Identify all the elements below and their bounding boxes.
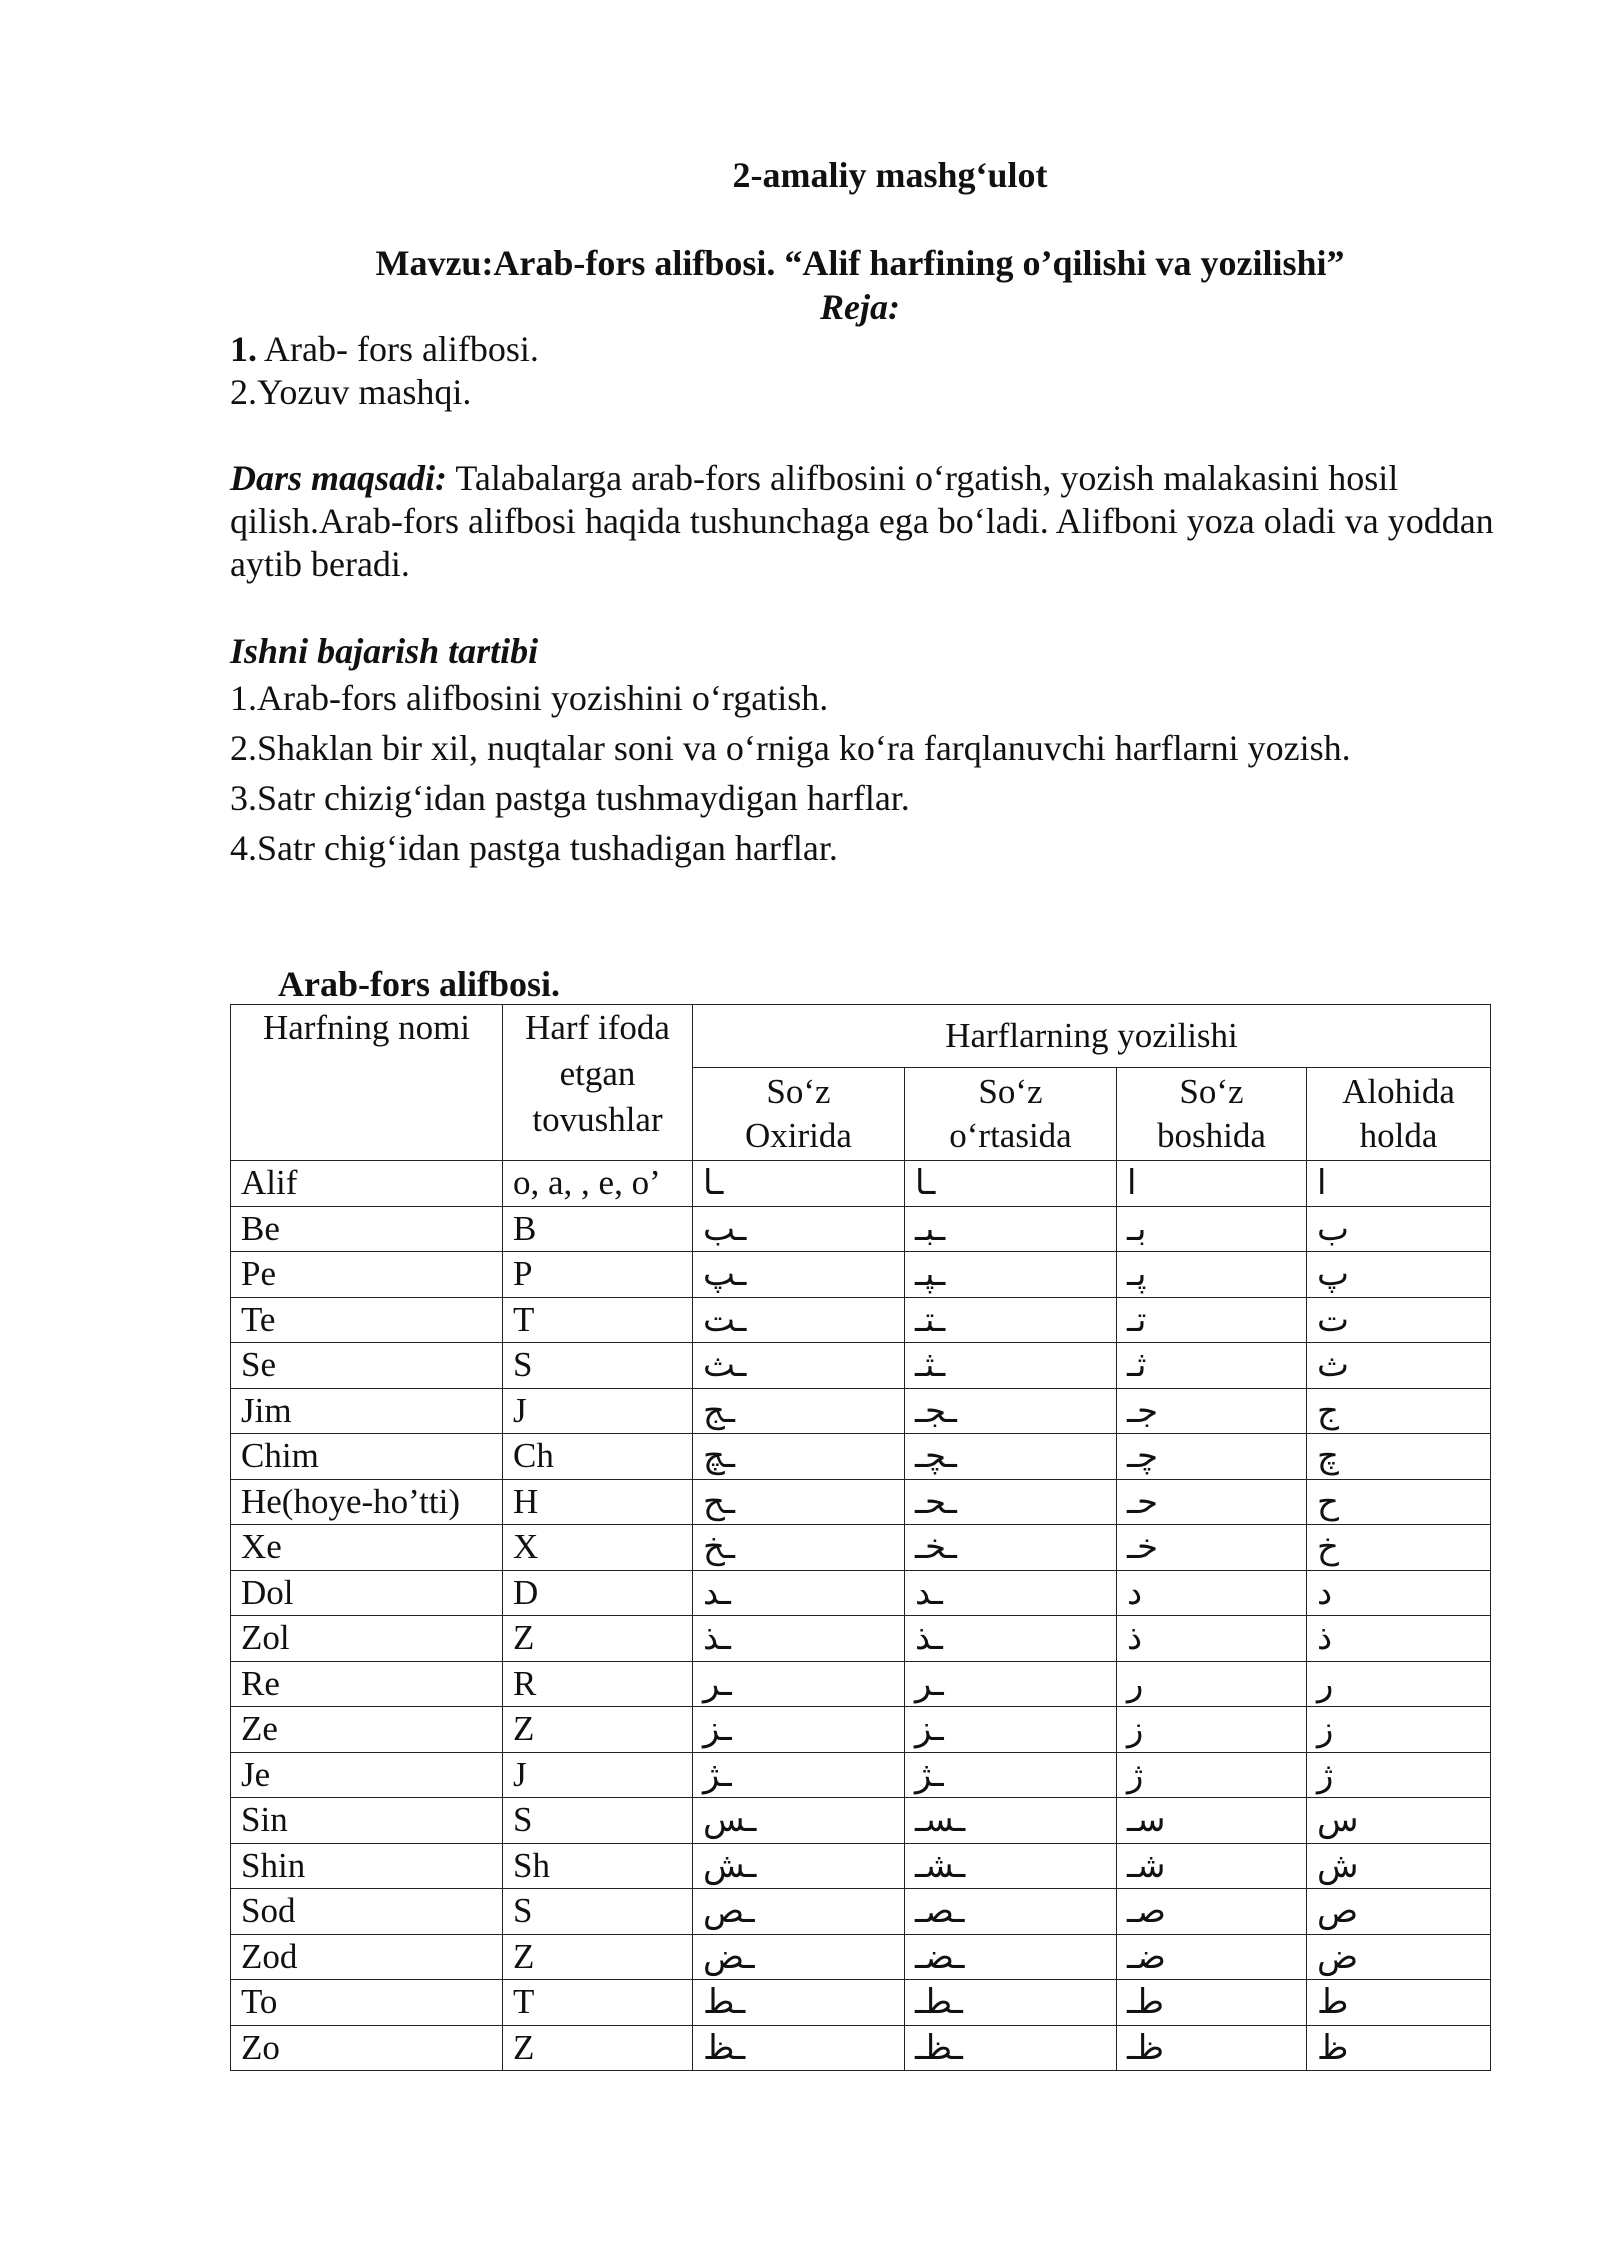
form-start-cell: طـ <box>1117 1980 1307 2026</box>
table-row <box>231 1843 1491 1889</box>
column-header-line: o‘rtasida <box>949 1116 1072 1155</box>
column-header-word-end <box>693 1068 905 1161</box>
sound-cell: J <box>503 1388 693 1434</box>
form-middle-cell: ـحـ <box>905 1479 1117 1525</box>
letter-name-cell: Jim <box>231 1388 503 1434</box>
column-header-line: So‘z <box>1179 1072 1244 1111</box>
letter-name-cell: Alif <box>231 1161 503 1207</box>
column-header-sounds-line: tovushlar <box>532 1100 663 1139</box>
table-row <box>231 1980 1491 2026</box>
form-start-cell: چـ <box>1117 1434 1307 1480</box>
sound-cell: B <box>503 1206 693 1252</box>
form-isolated-cell: ا <box>1307 1161 1491 1207</box>
form-start-cell: پـ <box>1117 1252 1307 1298</box>
form-middle-cell: ـصـ <box>905 1889 1117 1935</box>
form-start-cell: ثـ <box>1117 1343 1307 1389</box>
form-start-cell: ز <box>1117 1707 1307 1753</box>
letter-name-cell: Shin <box>231 1843 503 1889</box>
form-middle-cell: ـخـ <box>905 1525 1117 1571</box>
form-isolated-cell: ظ <box>1307 2025 1491 2071</box>
lesson-goal-text: Talabalarga arab-fors alifbosini o‘rgatish, yozish malakasini hosil qilish.Arab-fors alifbosi haqida tushunchaga ega bo‘ladi. Alifboni yoza oladi va yoddan aytib beradi. <box>230 458 1494 584</box>
sound-cell: H <box>503 1479 693 1525</box>
table-row <box>231 1752 1491 1798</box>
form-isolated-cell: د <box>1307 1570 1491 1616</box>
sound-cell: o, a, , e, o’ <box>503 1161 693 1207</box>
form-start-cell: ژ <box>1117 1752 1307 1798</box>
form-end-cell: ـش <box>693 1843 905 1889</box>
form-end-cell: ـص <box>693 1889 905 1935</box>
step-item: 3.Satr chizig‘idan pastga tushmaydigan harflar. <box>230 778 910 818</box>
form-end-cell: ـب <box>693 1206 905 1252</box>
sound-cell: T <box>503 1297 693 1343</box>
form-end-cell: ـخ <box>693 1525 905 1571</box>
topic-line: Mavzu:Arab-fors alifbosi. “Alif harfining o’qilishi va yozilishi” <box>375 243 1345 283</box>
form-end-cell: ـظ <box>693 2025 905 2071</box>
lesson-goal-label: Dars maqsadi: <box>230 458 448 498</box>
letter-name-cell: Je <box>231 1752 503 1798</box>
column-header-line: boshida <box>1157 1116 1266 1155</box>
form-middle-cell: ـز <box>905 1707 1117 1753</box>
sound-cell: J <box>503 1752 693 1798</box>
form-isolated-cell: ح <box>1307 1479 1491 1525</box>
sound-cell: D <box>503 1570 693 1616</box>
form-middle-cell: ـضـ <box>905 1934 1117 1980</box>
letter-name-cell: To <box>231 1980 503 2026</box>
steps-heading: Ishni bajarish tartibi <box>230 631 539 671</box>
form-end-cell: ـز <box>693 1707 905 1753</box>
form-middle-cell: ـژ <box>905 1752 1117 1798</box>
form-start-cell: صـ <box>1117 1889 1307 1935</box>
form-start-cell: د <box>1117 1570 1307 1616</box>
form-isolated-cell: ط <box>1307 1980 1491 2026</box>
form-end-cell: ـج <box>693 1388 905 1434</box>
table-row <box>231 1388 1491 1434</box>
column-header-sounds-line: etgan <box>559 1054 636 1093</box>
form-isolated-cell: ت <box>1307 1297 1491 1343</box>
form-isolated-cell: ص <box>1307 1889 1491 1935</box>
table-row <box>231 1525 1491 1571</box>
column-header-line: So‘z <box>766 1072 831 1111</box>
form-start-cell: ر <box>1117 1661 1307 1707</box>
sound-cell: S <box>503 1889 693 1935</box>
column-header-sounds-line: Harf ifoda <box>525 1008 670 1047</box>
form-start-cell: ظـ <box>1117 2025 1307 2071</box>
sound-cell: P <box>503 1252 693 1298</box>
form-isolated-cell: ز <box>1307 1707 1491 1753</box>
column-header-word-start <box>1117 1068 1307 1161</box>
letter-name-cell: Sod <box>231 1889 503 1935</box>
form-middle-cell: ـچـ <box>905 1434 1117 1480</box>
column-header-sounds <box>503 1005 693 1161</box>
plan-item-1-text: Arab- fors alifbosi. <box>257 329 539 369</box>
table-row <box>231 1161 1491 1207</box>
sound-cell: R <box>503 1661 693 1707</box>
letter-name-cell: Se <box>231 1343 503 1389</box>
steps-list <box>230 673 1500 873</box>
table-row <box>231 1707 1491 1753</box>
form-start-cell: ا <box>1117 1161 1307 1207</box>
letter-name-cell: Ze <box>231 1707 503 1753</box>
form-start-cell: خـ <box>1117 1525 1307 1571</box>
letter-name-cell: Te <box>231 1297 503 1343</box>
document-title: 2-amaliy mashg‘ulot <box>732 155 1048 195</box>
letter-name-cell: Zod <box>231 1934 503 1980</box>
table-row <box>231 1934 1491 1980</box>
form-isolated-cell: ذ <box>1307 1616 1491 1662</box>
table-row <box>231 1570 1491 1616</box>
table-title: Arab-fors alifbosi. <box>278 964 560 1004</box>
form-middle-cell: ـر <box>905 1661 1117 1707</box>
letter-name-cell: Zo <box>231 2025 503 2071</box>
letter-name-cell: Pe <box>231 1252 503 1298</box>
form-end-cell: ـژ <box>693 1752 905 1798</box>
form-start-cell: شـ <box>1117 1843 1307 1889</box>
form-end-cell: ـذ <box>693 1616 905 1662</box>
form-middle-cell: ـذ <box>905 1616 1117 1662</box>
form-middle-cell: ـا <box>905 1161 1117 1207</box>
form-end-cell: ـح <box>693 1479 905 1525</box>
table-row <box>231 1252 1491 1298</box>
table-row <box>231 1206 1491 1252</box>
column-group-header-writing: Harflarning yozilishi <box>693 1005 1491 1068</box>
form-middle-cell: ـظـ <box>905 2025 1117 2071</box>
form-middle-cell: ـتـ <box>905 1297 1117 1343</box>
form-middle-cell: ـبـ <box>905 1206 1117 1252</box>
form-end-cell: ـد <box>693 1570 905 1616</box>
column-header-line: Oxirida <box>745 1116 852 1155</box>
form-start-cell: سـ <box>1117 1798 1307 1844</box>
form-start-cell: تـ <box>1117 1297 1307 1343</box>
form-middle-cell: ـد <box>905 1570 1117 1616</box>
form-isolated-cell: خ <box>1307 1525 1491 1571</box>
form-isolated-cell: پ <box>1307 1252 1491 1298</box>
alphabet-table <box>230 1004 1491 2071</box>
column-header-letter-name: Harfning nomi <box>231 1005 503 1161</box>
table-row <box>231 1889 1491 1935</box>
form-middle-cell: ـثـ <box>905 1343 1117 1389</box>
letter-name-cell: Sin <box>231 1798 503 1844</box>
table-row <box>231 1479 1491 1525</box>
step-item: 2.Shaklan bir xil, nuqtalar soni va o‘rniga ko‘ra farqlanuvchi harflarni yozish. <box>230 728 1351 768</box>
sound-cell: Z <box>503 2025 693 2071</box>
form-start-cell: ذ <box>1117 1616 1307 1662</box>
plan-item-1-number: 1. <box>230 329 257 369</box>
form-end-cell: ـض <box>693 1934 905 1980</box>
letter-name-cell: Chim <box>231 1434 503 1480</box>
sound-cell: Sh <box>503 1843 693 1889</box>
form-isolated-cell: ض <box>1307 1934 1491 1980</box>
letter-name-cell: He(hoye-ho’tti) <box>231 1479 503 1525</box>
column-header-isolated <box>1307 1068 1491 1161</box>
letter-name-cell: Xe <box>231 1525 503 1571</box>
plan-item-2: 2.Yozuv mashqi. <box>230 372 472 412</box>
form-isolated-cell: س <box>1307 1798 1491 1844</box>
form-middle-cell: ـپـ <box>905 1252 1117 1298</box>
lesson-goal <box>230 457 1500 586</box>
table-row <box>231 1616 1491 1662</box>
form-isolated-cell: چ <box>1307 1434 1491 1480</box>
form-start-cell: حـ <box>1117 1479 1307 1525</box>
form-middle-cell: ـطـ <box>905 1980 1117 2026</box>
form-isolated-cell: ج <box>1307 1388 1491 1434</box>
form-end-cell: ـر <box>693 1661 905 1707</box>
letter-name-cell: Be <box>231 1206 503 1252</box>
sound-cell: Ch <box>503 1434 693 1480</box>
form-middle-cell: ـسـ <box>905 1798 1117 1844</box>
letter-name-cell: Re <box>231 1661 503 1707</box>
plan-item-1 <box>230 328 1500 371</box>
form-start-cell: ضـ <box>1117 1934 1307 1980</box>
alphabet-table-body <box>231 1161 1491 2071</box>
form-end-cell: ـت <box>693 1297 905 1343</box>
form-start-cell: جـ <box>1117 1388 1307 1434</box>
form-end-cell: ـچ <box>693 1434 905 1480</box>
column-header-line: So‘z <box>978 1072 1043 1111</box>
table-row <box>231 2025 1491 2071</box>
form-middle-cell: ـجـ <box>905 1388 1117 1434</box>
form-isolated-cell: ر <box>1307 1661 1491 1707</box>
form-isolated-cell: ث <box>1307 1343 1491 1389</box>
table-row <box>231 1798 1491 1844</box>
sound-cell: S <box>503 1798 693 1844</box>
letter-name-cell: Dol <box>231 1570 503 1616</box>
column-header-line: holda <box>1359 1116 1438 1155</box>
sound-cell: Z <box>503 1616 693 1662</box>
sound-cell: X <box>503 1525 693 1571</box>
table-row <box>231 1297 1491 1343</box>
table-row <box>231 1343 1491 1389</box>
plan-heading: Reja: <box>820 287 900 327</box>
sound-cell: Z <box>503 1934 693 1980</box>
sound-cell: S <box>503 1343 693 1389</box>
form-isolated-cell: ژ <box>1307 1752 1491 1798</box>
form-isolated-cell: ش <box>1307 1843 1491 1889</box>
form-isolated-cell: ب <box>1307 1206 1491 1252</box>
form-middle-cell: ـشـ <box>905 1843 1117 1889</box>
letter-name-cell: Zol <box>231 1616 503 1662</box>
form-end-cell: ـث <box>693 1343 905 1389</box>
step-item: 1.Arab-fors alifbosini yozishini o‘rgatish. <box>230 678 829 718</box>
step-item: 4.Satr chig‘idan pastga tushadigan harflar. <box>230 828 838 868</box>
column-header-line: Alohida <box>1342 1072 1455 1111</box>
table-row <box>231 1434 1491 1480</box>
form-start-cell: بـ <box>1117 1206 1307 1252</box>
form-end-cell: ـا <box>693 1161 905 1207</box>
form-end-cell: ـپ <box>693 1252 905 1298</box>
sound-cell: T <box>503 1980 693 2026</box>
form-end-cell: ـط <box>693 1980 905 2026</box>
column-header-word-middle <box>905 1068 1117 1161</box>
table-row <box>231 1661 1491 1707</box>
plan-list <box>230 328 1500 414</box>
sound-cell: Z <box>503 1707 693 1753</box>
form-end-cell: ـس <box>693 1798 905 1844</box>
